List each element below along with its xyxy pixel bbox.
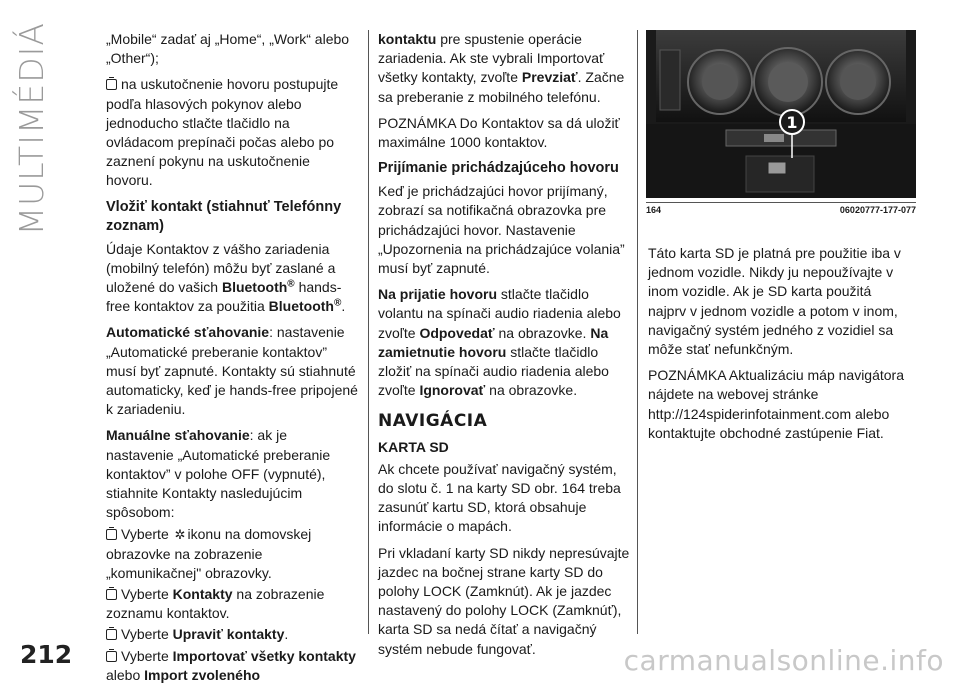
note: POZNÁMKA Do Kontaktov sa dá uložiť maximálne 1000 kontaktov. [378, 114, 620, 151]
column-1 [106, 30, 358, 692]
bullet-icon [106, 629, 117, 640]
bullet-icon [106, 529, 117, 540]
bullet-paragraph: na uskutočnenie hovoru postupujte podľa hlasových pokynov alebo jednoducho stlačte tlačidlo na ovládacom prepínači počas alebo po zaznení pokynu na uskutočnenie hovoru. [106, 76, 339, 189]
paragraph: Automatické sťahovanie: nastavenie „Automatické preberanie kontaktov” musí byť zapnuté. Kontakty sú stiahnuté automaticky, keď je hands-free pripojené k zariadeniu. [106, 324, 358, 418]
bullet-icon [106, 79, 117, 90]
heading-import-contacts: Vložiť kontakt (stiahnuť Telefónny zoznam) [106, 198, 342, 234]
paragraph: Pri vkladaní karty SD nikdy nepresúvajte jazdec na bočnej strane karty SD do polohy LOCK (Zamknút). Ak je jazdec nastavený do polohy LOCK (Zamknúť), karta SD sa nedá čítať a navigačný systém nebude fungovať. [378, 544, 630, 657]
dashboard-illustration [646, 30, 916, 198]
heading-navigation: NAVIGÁCIA [378, 411, 488, 432]
bullet-icon [106, 589, 117, 600]
callout-number: 1 [786, 113, 798, 132]
paragraph: Na prijatie hovoru stlačte tlačidlo volantu na spínači audio riadenia alebo zvoľte Odpovedať na obrazovke. Na zamietnutie hovoru stlačte tlačidlo zložiť na spínači audio riadenia alebo zvoľte Ignorovať na obrazovke. [378, 286, 621, 399]
step-3: Vyberte Upraviť kontakty. [106, 625, 358, 644]
paragraph: Údaje Kontaktov z vášho zariadenia (mobilný telefón) môžu byť zaslané a uložené do vašich Bluetooth® hands-free kontaktov za použitia Bluetooth®. [106, 240, 346, 315]
column-divider-1 [368, 30, 369, 634]
column-divider-2 [637, 30, 638, 634]
bullet-icon [106, 651, 117, 662]
paragraph: kontaktu pre spustenie operácie zariadenia. Ak ste vybrali Importovať všetky kontakty, zvoľte Prevziať. Začne sa preberanie z mobilného telefónu. [378, 31, 625, 105]
heading-sd-card: KARTA SD [378, 438, 449, 455]
figure-code: 06020777-177-077 [839, 205, 916, 215]
note: POZNÁMKA Aktualizáciu máp navigátora nájdete na webovej stránke http://124spiderinfotainment.com alebo kontaktujte obchodné zastúpenie Fiat. [648, 367, 905, 441]
heading-incoming-call: Prijímanie prichádzajúceho hovoru [378, 160, 619, 177]
watermark: carmanualsonline.info [623, 644, 944, 677]
paragraph: Ak chcete používať navigačný systém, do slotu č. 1 na karty SD obr. 164 treba zasunúť kartu SD, ktorá obsahuje informácie o mapách. [378, 460, 621, 535]
figure-number: 164 [646, 205, 662, 215]
paragraph: Táto karta SD je platná pre použitie iba v jednom vozidle. Nikdy ju nepoužívajte v inom vozidle. Ak je SD karta použitá najprv v jednom vozidle a potom v inom, navigačný systém jedného z vozidiel sa môže stať nefunkčným. [648, 245, 901, 358]
figure-caption [646, 202, 916, 215]
step-2: Vyberte Kontakty na zobrazenie zoznamu kontaktov. [106, 586, 325, 622]
column-3 [648, 244, 910, 450]
gear-icon: ✲ [174, 527, 186, 543]
page-number: 212 [20, 640, 73, 669]
step-1: Vyberte ✲ ikonu na domovskej obrazovke na zobrazenie „komunikačnej" obrazovky. [106, 526, 312, 581]
paragraph: „Mobile“ zadať aj „Home“, „Work“ alebo „Other“); [106, 31, 350, 67]
step-4: Vyberte Importovať všetky kontakty alebo Import zvoleného [106, 647, 356, 683]
figure-sd-slot [646, 30, 916, 198]
paragraph: Manuálne sťahovanie: ak je nastavenie „Automatické preberanie kontaktov” v polohe OFF (vypnuté), stiahnite Kontakty nasledujúcim spôsobom: [106, 427, 331, 521]
column-2 [378, 30, 630, 666]
section-label: MULTIMÉDIÁ [12, 22, 51, 236]
paragraph: Keď je prichádzajúci hovor prijímaný, zobrazí sa notifikačná obrazovka pre prichádzajúci hovor. Nastavenie „Upozornenia na prichádzajúce volania” musí byť zapnuté. [378, 183, 625, 277]
